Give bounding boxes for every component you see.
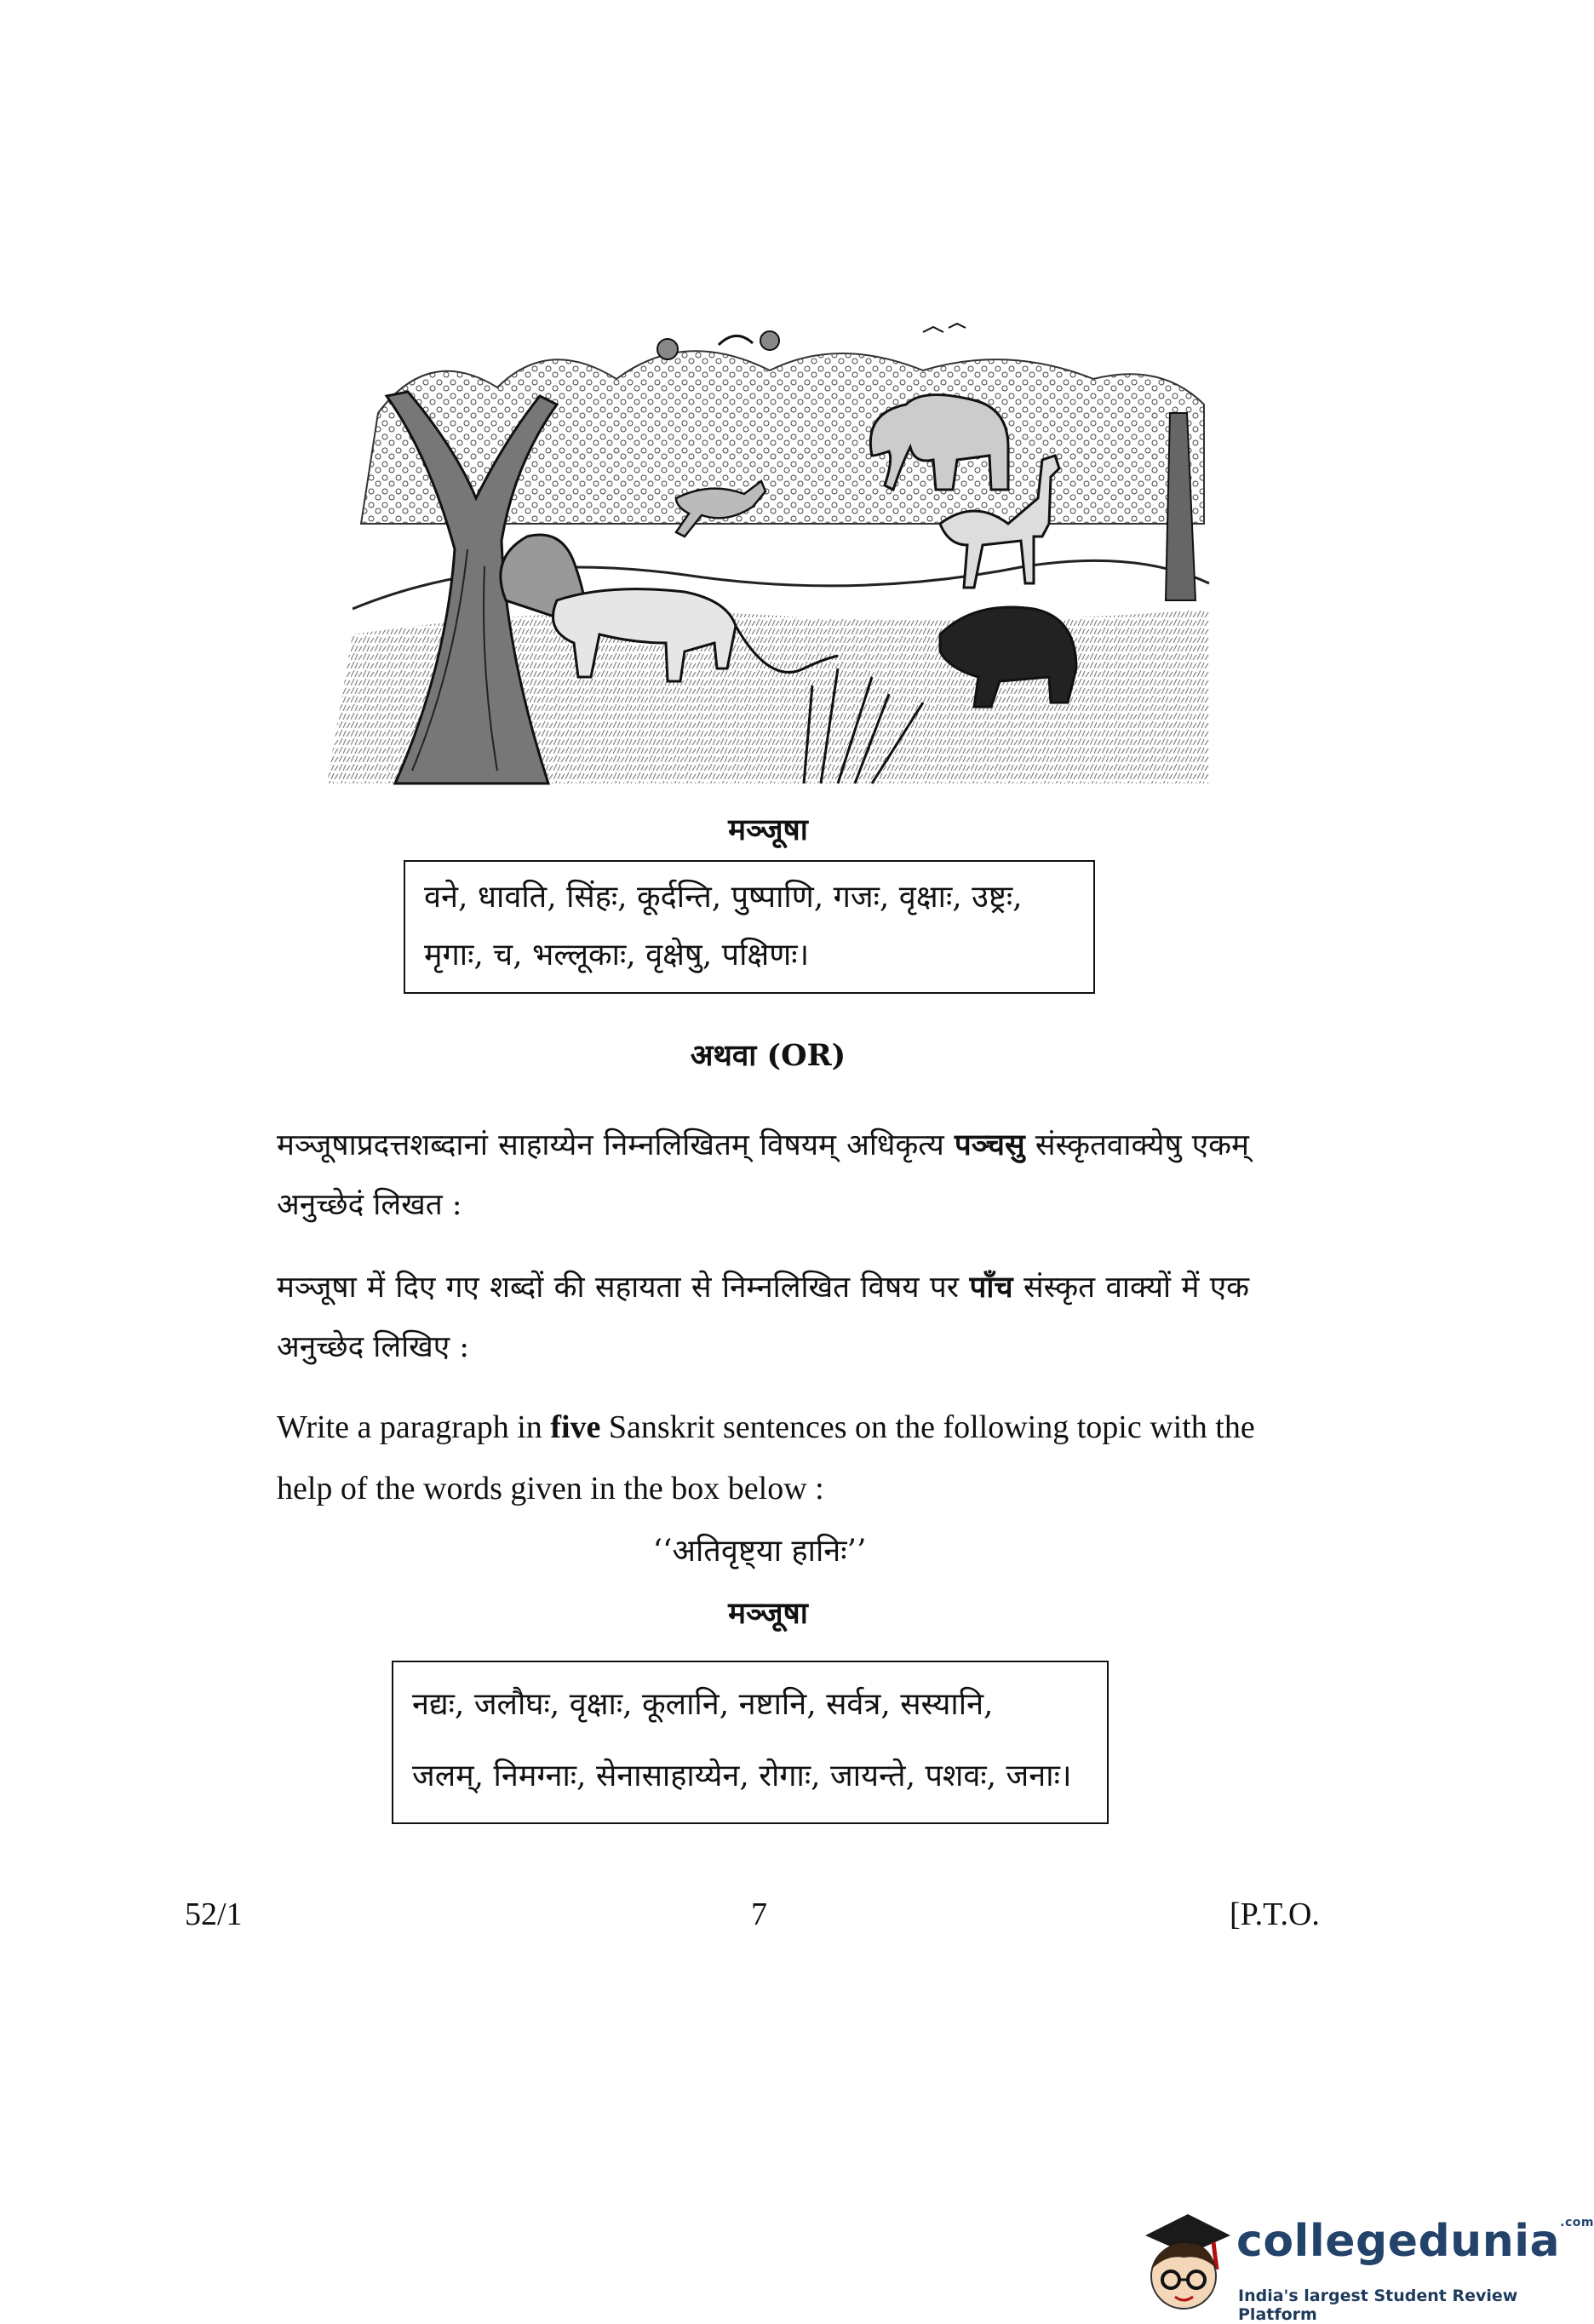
pto-marker: [P.T.O. <box>1230 1896 1320 1932</box>
english-instruction <box>277 1397 1256 1519</box>
mascot-icon <box>1128 2201 1239 2321</box>
word-box-1-line1: वने, धावति, सिंहः, कूर्दन्ति, पुष्पाणि, गजः, वृक्षाः, उष्ट्रः, <box>424 880 1023 915</box>
hindi-instruction <box>277 1258 1249 1377</box>
logo-suffix: .com <box>1560 2216 1594 2229</box>
sanskrit-instruction-pre: मञ्जूषाप्रदत्तशब्दानां साहाय्येन निम्नलिखितम् विषयम् अधिकृत्य <box>277 1128 944 1162</box>
english-instruction-post: Sanskrit sentences on the following topic with the help of the words given in the box below : <box>277 1409 1255 1506</box>
word-box-2-line1: नद्यः, जलौघः, वृक्षाः, कूलानि, नष्टानि, सर्वत्र, सस्यानि, <box>412 1687 994 1722</box>
or-heading: अथवा (OR) <box>690 1038 846 1073</box>
forest-illustration <box>327 243 1209 783</box>
word-box-2 <box>392 1661 1109 1824</box>
box2-heading: मञ्जूषा <box>728 1596 808 1631</box>
word-box-2-line2: जलम्, निमग्नाः, सेनासाहाय्येन, रोगाः, जायन्ते, पशवः, जनाः। <box>412 1759 1072 1793</box>
english-instruction-bold: five <box>550 1409 601 1445</box>
hindi-instruction-pre: मञ्जूषा में दिए गए शब्दों की सहायता से निम्नलिखित विषय पर <box>277 1271 960 1305</box>
page-number: 7 <box>751 1896 767 1932</box>
logo-name-text: collegedunia <box>1236 2216 1561 2267</box>
hindi-instruction-post: संस्कृत वाक्यों में एक अनुच्छेद लिखिए : <box>277 1271 1249 1364</box>
sanskrit-instruction-bold: पञ्चसु <box>954 1128 1025 1162</box>
word-box-1 <box>404 860 1095 994</box>
sanskrit-instruction <box>277 1116 1249 1235</box>
hindi-instruction-bold: पाँच <box>969 1270 1013 1305</box>
sanskrit-instruction-post: संस्कृतवाक्येषु एकम् अनुच्छेदं लिखत : <box>277 1128 1249 1222</box>
topic-title: ‘‘अतिवृष्ट्या हानिः’’ <box>652 1534 867 1569</box>
paper-code: 52/1 <box>185 1896 243 1932</box>
word-box-1-line2: मृगाः, च, भल्लूकाः, वृक्षेषु, पक्षिणः। <box>424 938 810 973</box>
english-instruction-pre: Write a paragraph in <box>277 1409 542 1445</box>
box1-heading: मञ्जूषा <box>728 812 808 847</box>
logo-name <box>1236 2216 1594 2267</box>
logo-tagline: India's largest Student Review Platform <box>1238 2287 1518 2324</box>
